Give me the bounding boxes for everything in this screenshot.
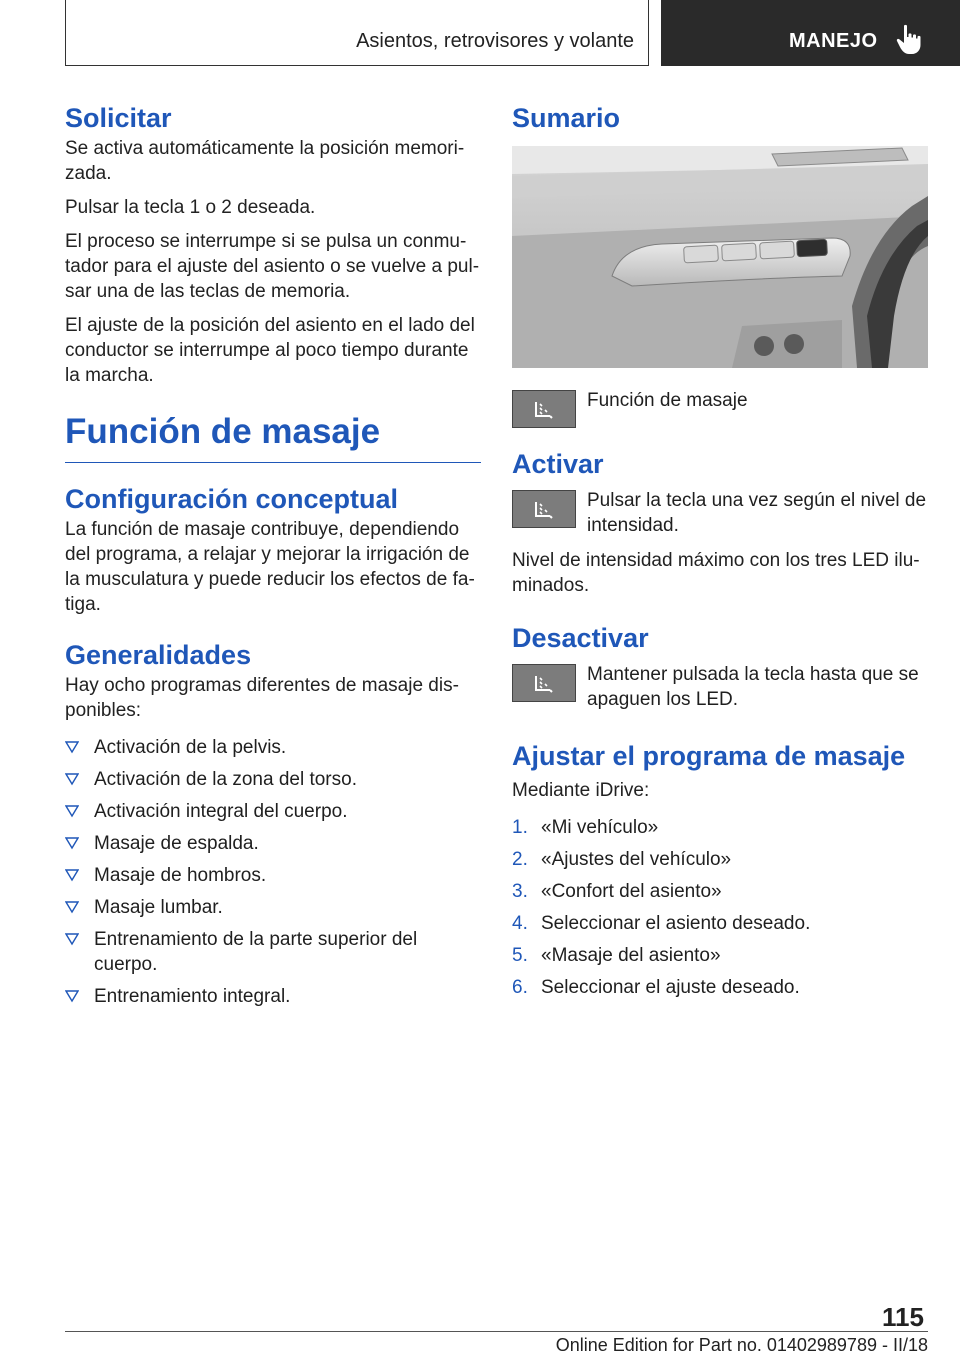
triangle-bullet-icon — [65, 932, 79, 946]
list-item — [512, 975, 928, 1000]
generalidades-paragraph: Hay ocho programas diferentes de masaje dis-ponibles: — [65, 675, 459, 721]
list-item-text: Entrenamiento integral. — [94, 986, 291, 1007]
massage-seat-icon — [512, 490, 576, 528]
solicitar-paragraph-1: Se activa automáticamente la posición memori-zada. — [65, 138, 465, 184]
step-text: Seleccionar el asiento deseado. — [541, 913, 811, 934]
list-item-text: Activación de la pelvis. — [94, 737, 287, 758]
massage-function-legend — [512, 388, 928, 428]
list-item — [65, 735, 481, 760]
left-column — [65, 100, 481, 1016]
list-item-text: Masaje de hombros. — [94, 865, 267, 886]
sumario-heading: Sumario — [512, 103, 621, 133]
header-section-box — [661, 0, 960, 66]
list-item — [512, 815, 928, 840]
step-number: 1. — [512, 817, 528, 838]
activar-paragraph-1: Pulsar la tecla una vez según el nivel de intensidad. — [587, 490, 927, 536]
list-item-text: Activación de la zona del torso. — [94, 769, 357, 790]
list-item — [65, 895, 481, 920]
triangle-bullet-icon — [65, 989, 79, 1003]
page-number: 115 — [882, 1302, 924, 1332]
configuracion-paragraph: La función de masaje contribuye, dependiendo del programa, a relajar y mejorar la irrigación de la musculatura y puede reducir los efectos de fa-tiga. — [65, 519, 475, 615]
massage-seat-icon — [512, 390, 576, 428]
massage-seat-icon — [512, 664, 576, 702]
list-item — [65, 927, 481, 977]
footer-divider — [65, 1331, 928, 1332]
step-number: 3. — [512, 881, 528, 902]
chapter-title: Asientos, retrovisores y volante — [356, 30, 634, 52]
ajustar-paragraph: Mediante iDrive: — [512, 780, 650, 801]
step-number: 6. — [512, 977, 528, 998]
massage-function-label: Función de masaje — [587, 390, 748, 411]
configuracion-heading: Configuración conceptual — [65, 484, 399, 514]
list-item-text: Masaje de espalda. — [94, 833, 259, 854]
list-item — [512, 879, 928, 904]
list-item — [512, 943, 928, 968]
list-item-text: Entrenamiento de la parte superior del cuerpo. — [94, 929, 418, 975]
ajustar-heading: Ajustar el programa de masaje — [512, 741, 906, 771]
header-title-box — [65, 0, 649, 66]
edition-note: Online Edition for Part no. 01402989789 - II/18 — [555, 1335, 928, 1355]
triangle-bullet-icon — [65, 772, 79, 786]
door-panel-photo — [512, 146, 928, 368]
desactivar-paragraph: Mantener pulsada la tecla hasta que se apaguen los LED. — [587, 664, 919, 710]
list-item — [512, 847, 928, 872]
step-text: «Masaje del asiento» — [541, 945, 721, 966]
step-text: Seleccionar el ajuste deseado. — [541, 977, 800, 998]
programs-list — [65, 735, 481, 1009]
activar-legend — [512, 488, 928, 538]
activar-heading: Activar — [512, 449, 604, 479]
triangle-bullet-icon — [65, 868, 79, 882]
funcion-heading-block — [65, 410, 481, 463]
triangle-bullet-icon — [65, 836, 79, 850]
list-item — [65, 831, 481, 856]
pointing-hand-icon — [895, 24, 923, 56]
step-number: 2. — [512, 849, 528, 870]
desactivar-legend — [512, 662, 928, 712]
solicitar-heading: Solicitar — [65, 103, 172, 133]
solicitar-paragraph-4: El ajuste de la posición del asiento en el lado del conductor se interrumpe al poco tiempo durante la marcha. — [65, 315, 475, 386]
step-number: 5. — [512, 945, 528, 966]
list-item — [65, 799, 481, 824]
list-item — [65, 863, 481, 888]
list-item — [65, 767, 481, 792]
triangle-bullet-icon — [65, 804, 79, 818]
list-item — [512, 911, 928, 936]
section-label: MANEJO — [789, 30, 878, 52]
step-text: «Ajustes del vehículo» — [541, 849, 732, 870]
list-item-text: Activación integral del cuerpo. — [94, 801, 348, 822]
funcion-de-masaje-heading: Función de masaje — [65, 412, 381, 451]
idrive-steps-list — [512, 815, 928, 1000]
step-text: «Mi vehículo» — [541, 817, 659, 838]
list-item — [65, 984, 481, 1009]
triangle-bullet-icon — [65, 740, 79, 754]
solicitar-paragraph-3: El proceso se interrumpe si se pulsa un conmu-tador para el ajuste del asiento o se vuelve a pul-sar una de las teclas de memoria. — [65, 231, 480, 302]
generalidades-heading: Generalidades — [65, 640, 252, 670]
step-text: «Confort del asiento» — [541, 881, 722, 902]
list-item-text: Masaje lumbar. — [94, 897, 223, 918]
triangle-bullet-icon — [65, 900, 79, 914]
right-column — [512, 100, 928, 1007]
page-header — [0, 0, 960, 66]
desactivar-heading: Desactivar — [512, 623, 649, 653]
solicitar-paragraph-2: Pulsar la tecla 1 o 2 deseada. — [65, 197, 316, 218]
activar-paragraph-2: Nivel de intensidad máximo con los tres LED ilu-minados. — [512, 550, 920, 596]
step-number: 4. — [512, 913, 528, 934]
